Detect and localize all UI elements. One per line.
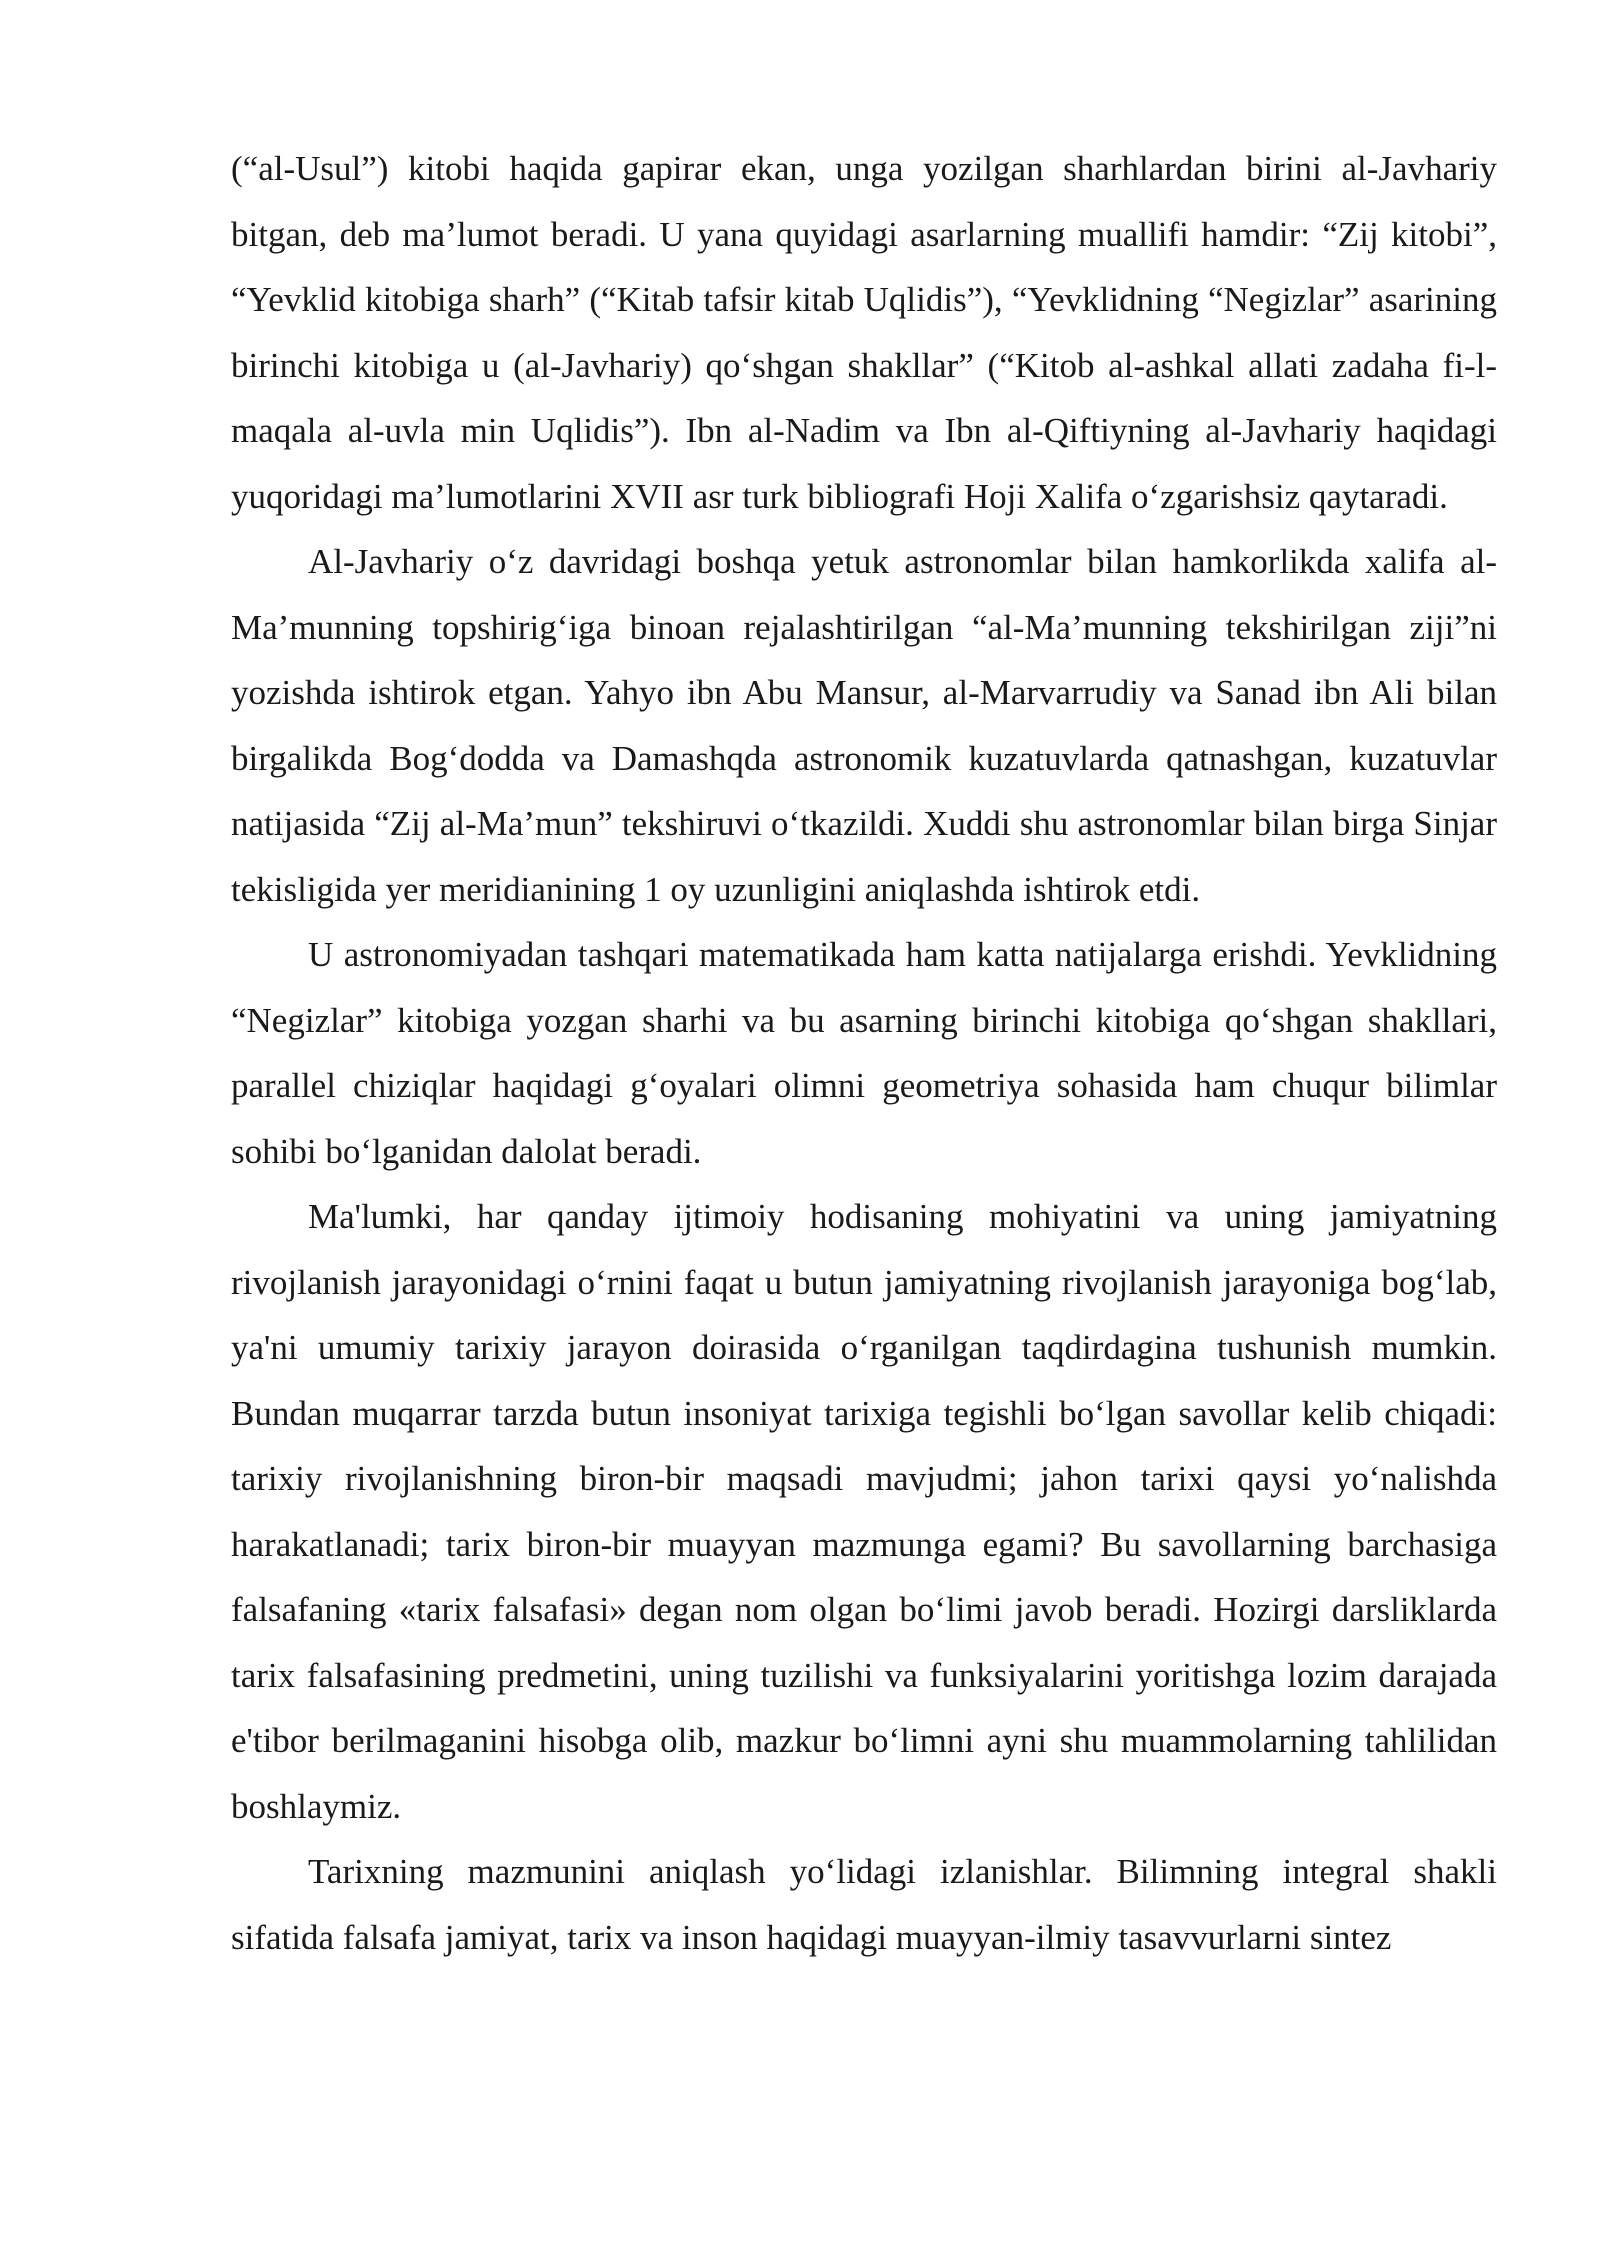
paragraph-javhariy-mathematics: U astronomiyadan tashqari matematikada ham katta natijalarga erishdi. Yevklidning “Negizlar” kitobiga yozgan sharhi va bu asarning birinchi kitobiga qo‘shgan shakllari, parallel chiziqlar haqidagi g‘oyalari olimni geometriya sohasida ham chuqur bilimlar sohibi bo‘lganidan dalolat beradi. xyxy=(231,935,1497,1171)
paragraph-philosophy-of-history: Ma'lumki, har qanday ijtimoiy hodisaning mohiyatini va uning jamiyatning rivojlanish jarayonidagi o‘rnini faqat u butun jamiyatning rivojlanish jarayoniga bog‘lab, ya'ni umumiy tarixiy jarayon doirasida o‘rganilgan taqdirdagina tushunish mumkin. Bundan muqarrar tarzda butun insoniyat tarixiga tegishli bo‘lgan savollar kelib chiqadi: tarixiy rivojlanishning biron-bir maqsadi mavjudmi; jahon tarixi qaysi yo‘nalishda harakatlanadi; tarix biron-bir muayyan mazmunga egami? Bu savollarning barchasiga falsafaning «tarix falsafasi» degan nom olgan bo‘limi javob beradi. Hozirgi darsliklarda tarix falsafasining predmetini, uning tuzilishi va funksiyalarini yoritishga lozim darajada e'tibor berilmaganini hisobga olib, mazkur bo‘limni ayni shu muammolarning tahlilidan boshlaymiz. xyxy=(231,1197,1497,1826)
paragraph-javhariy-astronomy: Al-Javhariy o‘z davridagi boshqa yetuk astronomlar bilan hamkorlikda xalifa al-Ma’munning topshirig‘iga binoan rejalashtirilgan “al-Ma’munning tekshirilgan ziji”ni yozishda ishtirok etgan. Yahyo ibn Abu Mansur, al-Marvarrudiy va Sanad ibn Ali bilan birgalikda Bog‘dodda va Damashqda astronomik kuzatuvlarda qatnashgan, kuzatuvlar natijasida “Zij al-Ma’mun” tekshiruvi o‘tkazildi. Xuddi shu astronomlar bilan birga Sinjar tekisligida yer meridianining 1 oy uzunligini aniqlashda ishtirok etdi. xyxy=(231,542,1497,909)
paragraph-meaning-of-history: Tarixning mazmunini aniqlash yo‘lidagi izlanishlar. Bilimning integral shakli sifatida falsafa jamiyat, tarix va inson haqidagi muayyan-ilmiy tasavvurlarni sintez xyxy=(231,1852,1497,1957)
paragraph-continuation: (“al-Usul”) kitobi haqida gapirar ekan, unga yozilgan sharhlardan birini al-Javhariy bitgan, deb ma’lumot beradi. U yana quyidagi asarlarning muallifi hamdir: “Zij kitobi”, “Yevklid kitobiga sharh” (“Kitab tafsir kitab Uqlidis”), “Yevklidning “Negizlar” asarining birinchi kitobiga u (al-Javhariy) qo‘shgan shakllar” (“Kitob al-ashkal allati zadaha fi-l-maqala al-uvla min Uqlidis”). Ibn al-Nadim va Ibn al-Qiftiyning al-Javhariy haqidagi yuqoridagi ma’lumotlarini XVII asr turk bibliografi Hoji Xalifa o‘zgarishsiz qaytaradi. xyxy=(231,149,1497,516)
document-page xyxy=(231,136,1497,1970)
